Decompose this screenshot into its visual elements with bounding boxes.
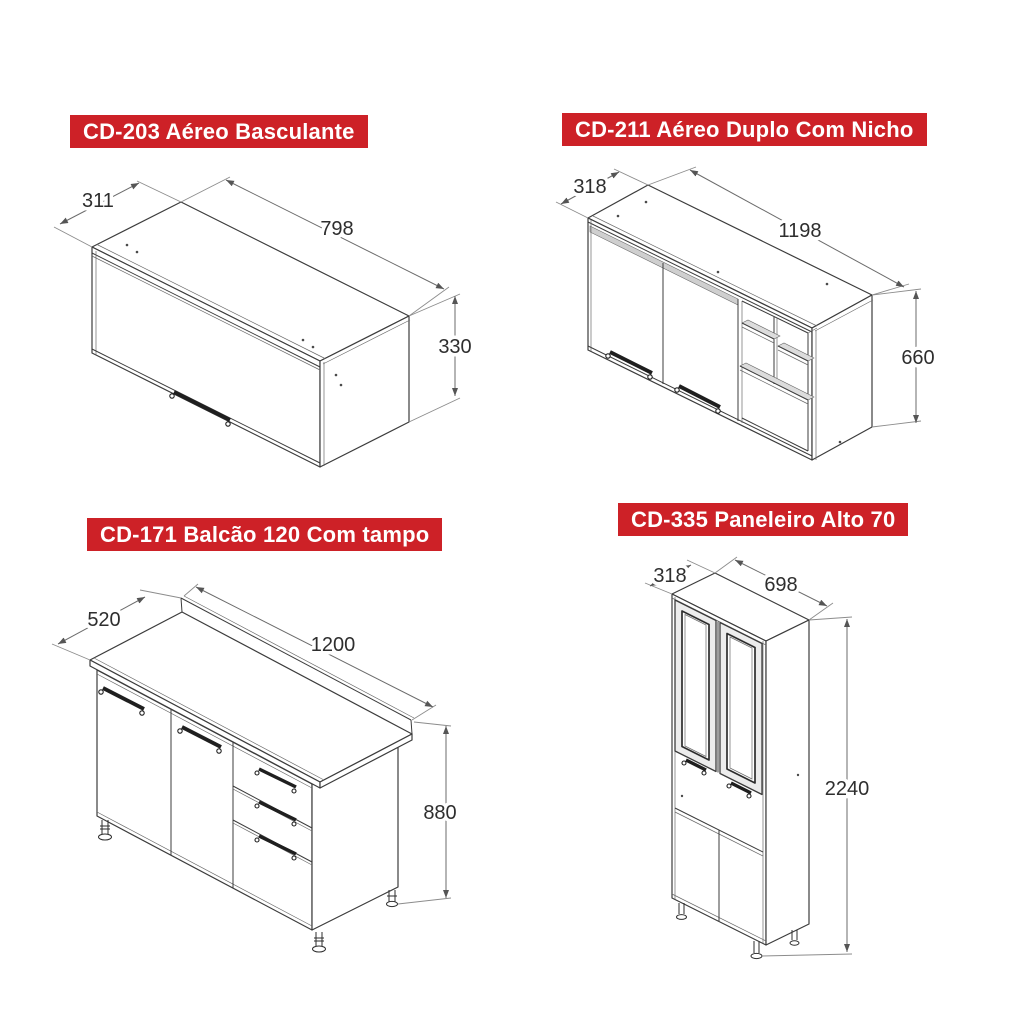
- technical-drawing-cd171: [40, 560, 480, 1020]
- height-label: 880: [423, 802, 457, 824]
- width-label: 1200: [310, 634, 356, 656]
- dimension-height: [398, 722, 457, 904]
- panel-cd203: [40, 113, 480, 498]
- width-label: 698: [764, 574, 798, 596]
- cabinet-drawing: [90, 596, 414, 952]
- depth-label: 318: [573, 176, 607, 198]
- technical-drawing-cd203: [40, 165, 480, 495]
- width-label: 798: [320, 218, 354, 240]
- height-label: 330: [438, 336, 472, 358]
- panel-cd335: [585, 503, 985, 1020]
- width-label: 1198: [778, 220, 822, 242]
- glass-door-left: [675, 600, 716, 772]
- product-banner-cd203: CD-203 Aéreo Basculante: [70, 115, 368, 148]
- dimension-height: [872, 289, 935, 427]
- product-banner-cd335: CD-335 Paneleiro Alto 70: [618, 503, 908, 536]
- product-banner-cd171: CD-171 Balcão 120 Com tampo: [87, 518, 442, 551]
- depth-label: 311: [82, 190, 114, 212]
- height-label: 660: [901, 347, 935, 369]
- right-face: [766, 620, 809, 945]
- technical-drawing-cd335: [585, 545, 985, 1020]
- height-label: 2240: [824, 778, 870, 800]
- product-banner-cd211: CD-211 Aéreo Duplo Com Nicho: [562, 113, 927, 146]
- depth-label: 318: [653, 565, 687, 587]
- glass-door-right: [720, 623, 762, 795]
- depth-label: 520: [87, 609, 121, 631]
- panel-cd171: [40, 505, 480, 1020]
- cabinet-drawing: [672, 573, 809, 959]
- cabinet-drawing: [92, 202, 410, 467]
- dimension-height: [409, 294, 472, 422]
- technical-drawing-cd211: [540, 160, 985, 505]
- panel-cd211: [540, 113, 985, 505]
- cabinet-drawing: [588, 185, 873, 460]
